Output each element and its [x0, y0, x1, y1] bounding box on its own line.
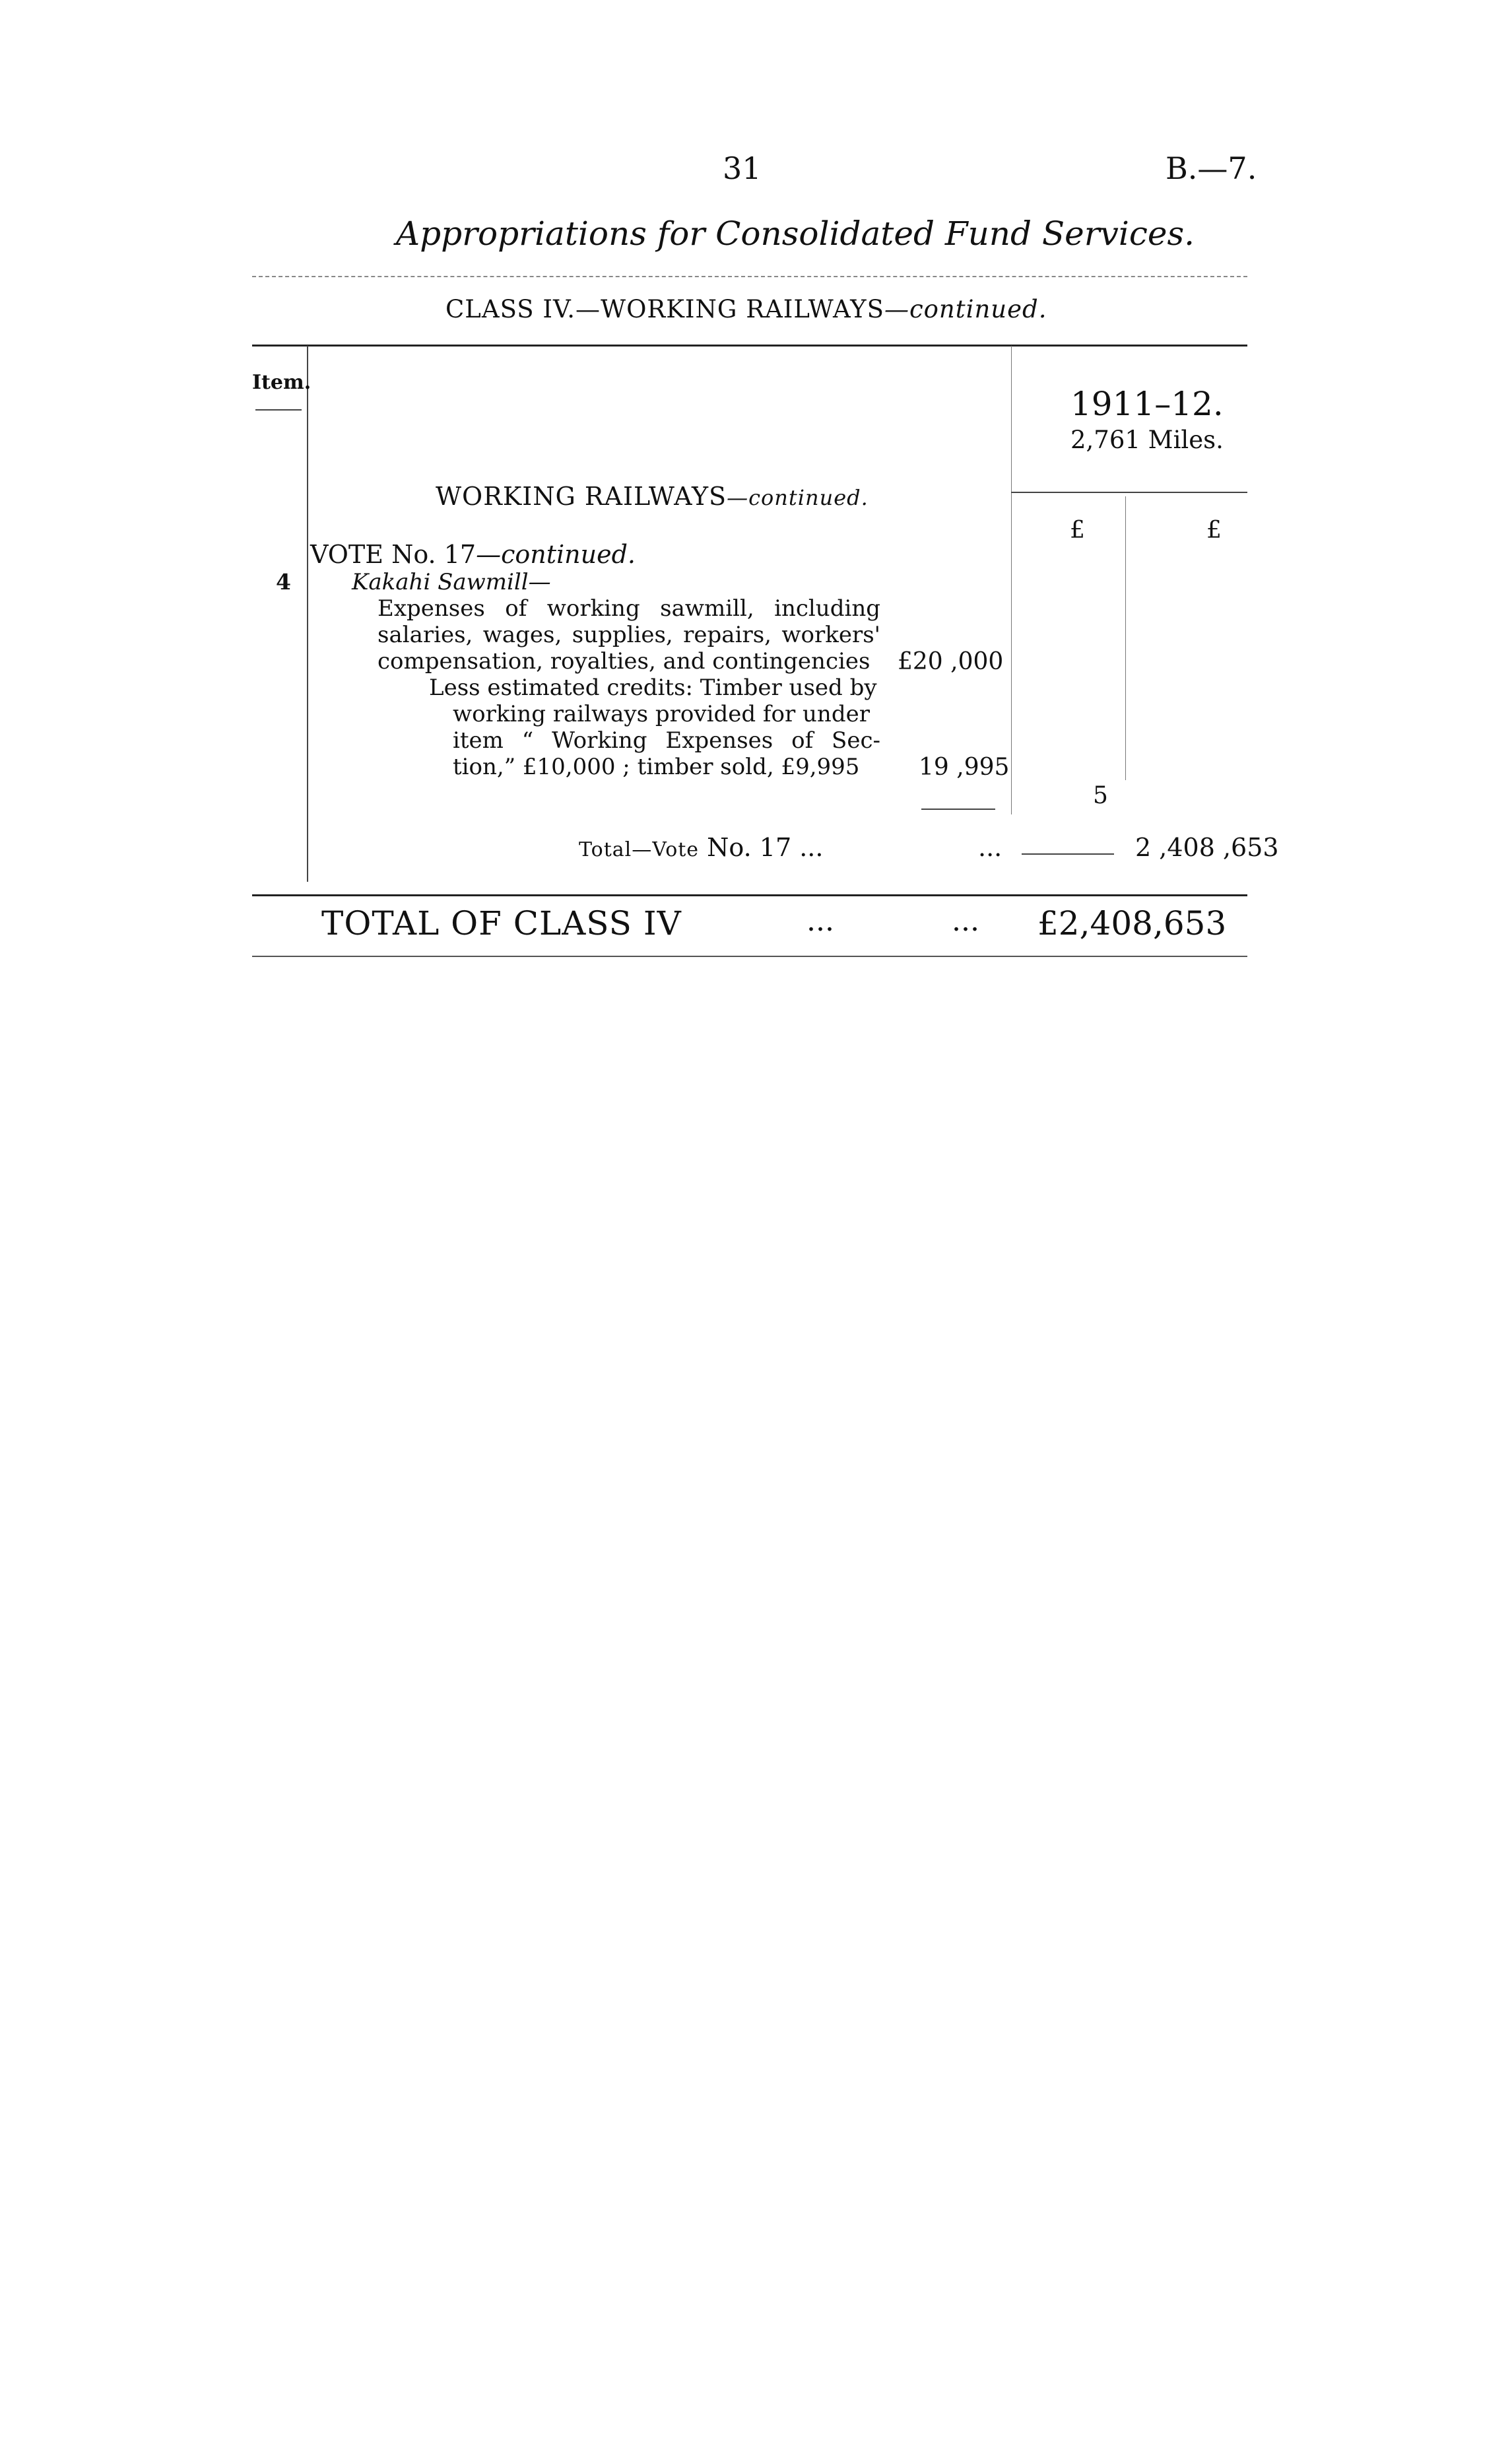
item-name: Kakahi Sawmill—	[352, 569, 551, 595]
vote-total-leader: ...	[978, 833, 1003, 862]
section-heading-suffix: —continued.	[727, 485, 869, 510]
currency-symbol-right: £	[1206, 517, 1222, 544]
title-rule	[252, 276, 1247, 277]
credits-amount: 19 ,995	[919, 754, 1010, 781]
section-heading-main: WORKING RAILWAYS	[436, 482, 727, 511]
year-header: 1911–12.	[1070, 385, 1224, 423]
vote-total-amount: 2 ,408 ,653	[1135, 833, 1279, 862]
page-number: 31	[723, 150, 762, 186]
class-total-label: TOTAL OF CLASS IV	[321, 904, 682, 943]
description-line: tion,” £10,000 ; timber sold, £9,995	[453, 754, 860, 780]
class-heading-suffix: —continued.	[884, 295, 1047, 323]
item-number: 4	[276, 569, 291, 595]
year-header-rule	[1011, 492, 1247, 493]
description-line: salaries, wages, supplies, repairs, workers'	[378, 622, 880, 648]
vote-total-label-prefix: Total	[579, 838, 632, 861]
net-amount: 5	[1093, 782, 1108, 809]
description-line: item “ Working Expenses of Sec-	[453, 727, 880, 754]
vote-heading	[310, 540, 636, 569]
class-total-leader-1: ...	[806, 904, 834, 938]
item-header-underline	[255, 409, 302, 411]
amount-column-rule	[1011, 346, 1012, 814]
table-top-rule	[252, 345, 1247, 347]
page-title: Appropriations for Consolidated Fund Services.	[396, 215, 1195, 253]
vote-heading-suffix: —continued.	[476, 540, 636, 569]
miles-header: 2,761 Miles.	[1070, 426, 1224, 454]
currency-symbol-left: £	[1070, 517, 1085, 544]
description-line: compensation, royalties, and contingencies	[378, 648, 871, 675]
gross-amount: £20 ,000	[898, 648, 1004, 675]
vote-total-rule	[1022, 853, 1114, 855]
class-total-top-rule	[252, 894, 1247, 896]
document-reference: B.—7.	[1166, 150, 1257, 186]
currency-split-rule	[1125, 496, 1126, 780]
vote-total-label-number: No. 17 ...	[699, 833, 824, 862]
section-heading	[436, 482, 869, 511]
class-total-bottom-rule	[252, 956, 1247, 957]
item-column-rule	[307, 346, 308, 882]
vote-heading-main: VOTE No. 17	[310, 540, 477, 569]
class-total-leader-2: ...	[952, 904, 979, 938]
description-line: working railways provided for under	[453, 701, 870, 727]
class-heading	[445, 295, 1047, 323]
item-column-header: Item.	[252, 371, 312, 394]
subtraction-rule	[921, 809, 995, 810]
vote-total-label-vote: —Vote	[632, 838, 700, 861]
vote-total-label	[579, 833, 823, 862]
description-line: Expenses of working sawmill, including	[378, 595, 880, 622]
class-total-amount: £2,408,653	[1037, 904, 1227, 943]
class-heading-main: CLASS IV.—WORKING RAILWAYS	[445, 295, 884, 323]
description-line: Less estimated credits: Timber used by	[429, 675, 877, 701]
